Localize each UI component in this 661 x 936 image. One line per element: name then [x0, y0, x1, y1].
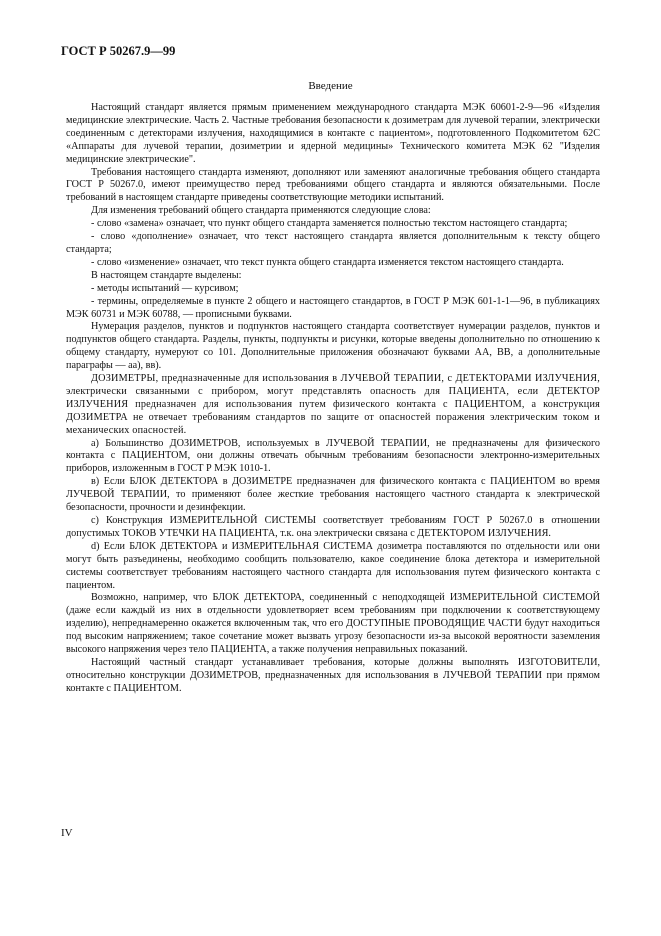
paragraph: в) Если БЛОК ДЕТЕКТОРА в ДОЗИМЕТРЕ предназначен для физического контакта с ПАЦИЕНТОМ во время ЛУЧЕВОЙ ТЕРАПИИ, то применяют более жесткие требования настоящего частного стандарта к электрической безопасности, прочности и дезинфекции.	[66, 476, 600, 514]
section-title: Введение	[308, 80, 353, 92]
document-header: ГОСТ Р 50267.9—99	[61, 44, 176, 58]
list-item: - слово «замена» означает, что пункт общего стандарта заменяется полностью текстом настоящего стандарта;	[91, 218, 568, 230]
paragraph: В настоящем стандарте выделены:	[91, 269, 242, 281]
paragraph: Настоящий стандарт является прямым применением международного стандарта МЭК 60601-2-9—96 «Изделия медицинские электрические. Часть 2. Частные требования безопасности к дозиметрам для лучевой терапии, электрически соединенным с детекторами излучения, находящимися в контакте с пациентом», подготовленного Подкомитетом 62С «Аппараты для лучевой терапии, дозиметрии и ядерной медицины» Технического комитета МЭК 62 "Изделия медицинские электрические".	[66, 102, 600, 165]
paragraph: Нумерация разделов, пунктов и подпунктов настоящего стандарта соответствует нумерации разделов, пунктов и подпунктов общего стандарта. Разделы, пункты, подпункты и рисунки, которые введены дополнительно по отношению к общему стандарту, нумеруют со 101. Дополнительные приложения обозначают буквами АА, ВВ, а дополнительные параграфы — аа), вв).	[66, 321, 600, 372]
paragraph: d) Если БЛОК ДЕТЕКТОРА и ИЗМЕРИТЕЛЬНАЯ СИСТЕМА дозиметра поставляются по отдельности или они могут быть разъединены, необходимо сообщить пользователю, какое соединение блока детектора и измерительной системы соответствует требованиям настоящего частного стандарта для использования путем физического контакта с пациентом.	[66, 540, 600, 591]
paragraph: а) Большинство ДОЗИМЕТРОВ, используемых в ЛУЧЕВОЙ ТЕРАПИИ, не предназначены для физического контакта с ПАЦИЕНТОМ, они должны отвечать обычным требованиям безопасности электронно-измерительных приборов, изложенным в ГОСТ Р МЭК 1010-1.	[66, 437, 600, 475]
paragraph: с) Конструкция ИЗМЕРИТЕЛЬНОЙ СИСТЕМЫ соответствует требованиям ГОСТ Р 50267.0 в отношении допустимых ТОКОВ УТЕЧКИ НА ПАЦИЕНТА, т.к. она электрически связана с ДЕТЕКТОРОМ ИЗЛУЧЕНИЯ.	[66, 515, 600, 539]
paragraph: Для изменения требований общего стандарта применяются следующие слова:	[91, 205, 431, 217]
list-item: - термины, определяемые в пункте 2 общего и настоящего стандартов, в ГОСТ Р МЭК 601-1-1—96, в публикациях МЭК 60731 и МЭК 60788, — прописными буквами.	[66, 295, 600, 320]
list-item: - слово «дополнение» означает, что текст настоящего стандарта является дополнительным к тексту общего стандарта;	[66, 231, 600, 255]
page-number: IV	[61, 827, 73, 839]
list-item: - слово «изменение» означает, что текст пункта общего стандарта изменяется текстом настоящего стандарта.	[91, 256, 564, 268]
paragraph: ДОЗИМЕТРЫ, предназначенные для использования в ЛУЧЕВОЙ ТЕРАПИИ, с ДЕТЕКТОРАМИ ИЗЛУЧЕНИЯ, электрически связанными с прибором, могут представлять опасность для ПАЦИЕНТА, если ДЕТЕКТОР ИЗЛУЧЕНИЯ предназначен для использования путем физического контакта с ПАЦИЕНТОМ, а конструкция ДОЗИМЕТРА не отвечает требованиям стандартов по защите от опасностей поражения электрическим током и механических опасностей.	[66, 373, 600, 436]
list-item: - методы испытаний — курсивом;	[91, 282, 239, 294]
paragraph: Возможно, например, что БЛОК ДЕТЕКТОРА, соединенный с неподходящей ИЗМЕРИТЕЛЬНОЙ СИСТЕМОЙ (даже если каждый из них в отдельности удовлетворяет всем требованиям при подключении к соответствующему изделию), непреднамеренно окажется включенным так, что его ДОСТУПНЫЕ ПРОВОДЯЩИЕ ЧАСТИ будут находиться под высоким напряжением; такое сочетание может вызвать угрозу безопасности из-за высокой вероятности заземления высокого напряжения через тело ПАЦИЕНТА, а также получения неправильных показаний.	[66, 592, 600, 656]
paragraph: Настоящий частный стандарт устанавливает требования, которые должны выполнять ИЗГОТОВИТЕЛИ, относительно конструкции ДОЗИМЕТРОВ, предназначенных для использования в ЛУЧЕВОЙ ТЕРАПИИ при прямом контакте с ПАЦИЕНТОМ.	[66, 656, 600, 694]
paragraph: Требования настоящего стандарта изменяют, дополняют или заменяют аналогичные требования общего стандарта ГОСТ Р 50267.0, имеют преимущество перед требованиями общего стандарта и являются обязательными. После требований в настоящем стандарте приведены соответствующие методики испытаний.	[66, 166, 600, 204]
document-body	[66, 102, 600, 696]
